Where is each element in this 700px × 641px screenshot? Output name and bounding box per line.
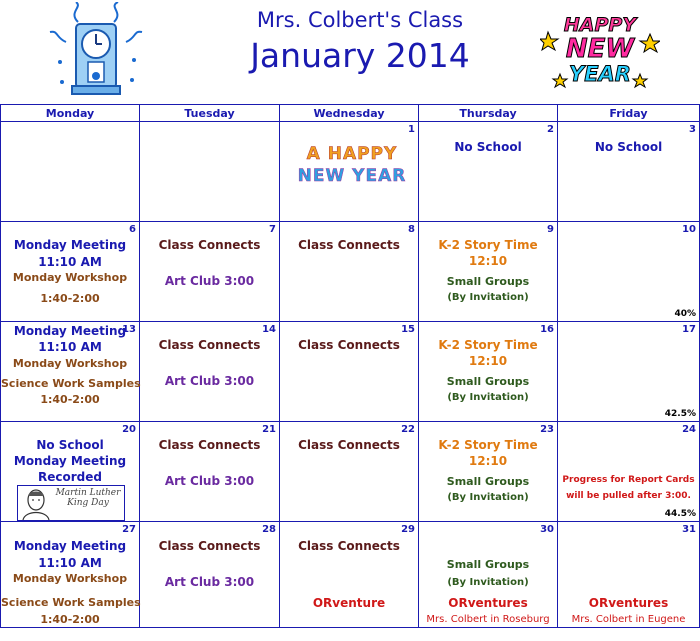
- event-time: 12:10: [468, 254, 508, 268]
- event-art-club: Art Club 3:00: [164, 575, 255, 589]
- event-art-club: Art Club 3:00: [164, 274, 255, 288]
- day-cell: [1, 222, 140, 322]
- event-monday-meeting: Monday Meeting: [13, 454, 127, 468]
- event-class-connects: Class Connects: [158, 438, 261, 452]
- day-header-tuesday: Tuesday: [140, 105, 280, 122]
- event-class-connects: Class Connects: [298, 539, 400, 553]
- event-recorded: Recorded: [38, 470, 102, 484]
- mlk-day-text: Martin Luther King Day: [55, 488, 121, 508]
- day-number: 10: [682, 224, 696, 235]
- event-story-time: K-2 Story Time: [438, 238, 538, 252]
- no-school-label: No School: [454, 140, 522, 154]
- day-number: 24: [682, 424, 696, 435]
- calendar-grid: [0, 104, 700, 628]
- day-number: 28: [262, 524, 276, 535]
- day-cell: [280, 122, 419, 222]
- day-number: 9: [547, 224, 554, 235]
- day-cell: [1, 322, 140, 422]
- event-class-connects: Class Connects: [158, 539, 261, 553]
- event-class-connects: Class Connects: [298, 438, 400, 452]
- event-time: 11:10 AM: [38, 556, 102, 570]
- day-number: 2: [547, 124, 554, 135]
- event-science-samples: Science Work Samples: [1, 377, 141, 390]
- day-number: 15: [401, 324, 415, 335]
- event-art-club: Art Club 3:00: [164, 474, 255, 488]
- report-card-note-line2: will be pulled after 3:00.: [566, 491, 691, 501]
- class-name: Mrs. Colbert's Class: [256, 8, 464, 32]
- event-time: 12:10: [468, 354, 508, 368]
- event-location: Mrs. Colbert in Roseburg: [426, 614, 550, 625]
- no-school-label: No School: [36, 438, 104, 452]
- week-row: [1, 122, 700, 222]
- day-number: 23: [540, 424, 554, 435]
- day-header-monday: Monday: [1, 105, 140, 122]
- day-number: 7: [269, 224, 276, 235]
- a-happy-text: A HAPPY: [306, 144, 398, 164]
- day-number: 8: [408, 224, 415, 235]
- day-number: 20: [122, 424, 136, 435]
- day-cell: [280, 522, 419, 628]
- day-number: 29: [401, 524, 415, 535]
- event-invitation-note: (By Invitation): [447, 577, 529, 588]
- day-cell: [558, 122, 700, 222]
- day-cell: [140, 522, 280, 628]
- hny-year: YEAR: [569, 62, 631, 86]
- progress-percent: 44.5%: [664, 509, 696, 519]
- event-invitation-note: (By Invitation): [447, 292, 529, 303]
- mlk-day-graphic: [17, 485, 125, 521]
- event-class-connects: Class Connects: [298, 338, 400, 352]
- day-number: 13: [122, 324, 136, 335]
- new-year-text: NEW YEAR: [297, 166, 407, 186]
- week-row: [1, 422, 700, 522]
- event-class-connects: Class Connects: [158, 338, 261, 352]
- day-cell: [419, 222, 558, 322]
- event-time: 1:40-2:00: [40, 393, 100, 406]
- day-number: 27: [122, 524, 136, 535]
- day-cell: [280, 322, 419, 422]
- day-cell: [558, 422, 700, 522]
- event-science-samples: Science Work Samples: [1, 596, 141, 609]
- week-row: [1, 522, 700, 628]
- day-cell: [140, 322, 280, 422]
- event-monday-meeting: Monday Meeting: [13, 324, 127, 338]
- month-title: January 2014: [250, 36, 470, 75]
- day-cell: [558, 322, 700, 422]
- event-orventure: ORventure: [312, 596, 386, 610]
- event-class-connects: Class Connects: [298, 238, 400, 252]
- report-card-note: Progress for Report Cards: [562, 475, 695, 485]
- clock-icon: [48, 2, 144, 98]
- calendar-header: [0, 0, 700, 104]
- no-school-label: No School: [594, 140, 663, 154]
- day-number: 1: [408, 124, 415, 135]
- day-cell: [419, 422, 558, 522]
- week-row: [1, 322, 700, 422]
- event-invitation-note: (By Invitation): [447, 392, 529, 403]
- day-header-friday: Friday: [558, 105, 700, 122]
- event-art-club: Art Club 3:00: [164, 374, 255, 388]
- day-cell: [1, 522, 140, 628]
- day-cell: [558, 222, 700, 322]
- progress-percent: 42.5%: [664, 409, 696, 419]
- day-number: 14: [262, 324, 276, 335]
- day-cell: [140, 422, 280, 522]
- event-small-groups: Small Groups: [446, 275, 530, 288]
- day-header-thursday: Thursday: [419, 105, 558, 122]
- hny-happy: HAPPY: [563, 14, 637, 36]
- day-number: 16: [540, 324, 554, 335]
- portrait-icon: [19, 486, 53, 520]
- week-row: [1, 222, 700, 322]
- event-orventures: ORventures: [588, 596, 669, 610]
- day-cell: [419, 322, 558, 422]
- day-cell: [419, 522, 558, 628]
- hny-new: NEW: [565, 34, 635, 64]
- event-orventures: ORventures: [448, 596, 528, 610]
- event-small-groups: Small Groups: [446, 558, 530, 571]
- a-happy-new-year-graphic: [288, 138, 412, 198]
- event-small-groups: Small Groups: [446, 475, 530, 488]
- day-cell-empty: [140, 122, 280, 222]
- event-class-connects: Class Connects: [158, 238, 261, 252]
- day-cell: [280, 222, 419, 322]
- event-story-time: K-2 Story Time: [438, 338, 538, 352]
- event-location: Mrs. Colbert in Eugene: [571, 614, 686, 625]
- event-time: 12:10: [468, 454, 508, 468]
- event-monday-workshop: Monday Workshop: [12, 357, 128, 370]
- day-cell-empty: [1, 122, 140, 222]
- event-time: 1:40-2:00: [40, 292, 100, 305]
- day-cell: [419, 122, 558, 222]
- progress-percent: 40%: [674, 309, 696, 319]
- event-time: 1:40-2:00: [40, 613, 100, 626]
- day-cell: [558, 522, 700, 628]
- event-monday-workshop: Monday Workshop: [12, 572, 128, 585]
- day-cell: [280, 422, 419, 522]
- weekday-header-row: [1, 105, 700, 122]
- event-monday-meeting: Monday Meeting: [13, 238, 127, 252]
- day-number: 30: [540, 524, 554, 535]
- day-number: 17: [682, 324, 696, 335]
- day-cell: [140, 222, 280, 322]
- day-number: 21: [262, 424, 276, 435]
- event-story-time: K-2 Story Time: [438, 438, 538, 452]
- event-monday-workshop: Monday Workshop: [12, 271, 128, 284]
- event-time: 11:10 AM: [38, 340, 102, 354]
- day-cell: [1, 422, 140, 522]
- day-number: 3: [689, 124, 696, 135]
- event-time: 11:10 AM: [38, 255, 102, 269]
- event-invitation-note: (By Invitation): [447, 492, 529, 503]
- event-monday-meeting: Monday Meeting: [13, 539, 127, 553]
- day-number: 6: [129, 224, 136, 235]
- day-number: 31: [682, 524, 696, 535]
- day-header-wednesday: Wednesday: [280, 105, 419, 122]
- event-small-groups: Small Groups: [446, 375, 530, 388]
- happy-new-year-graphic: [540, 12, 660, 92]
- day-number: 22: [401, 424, 415, 435]
